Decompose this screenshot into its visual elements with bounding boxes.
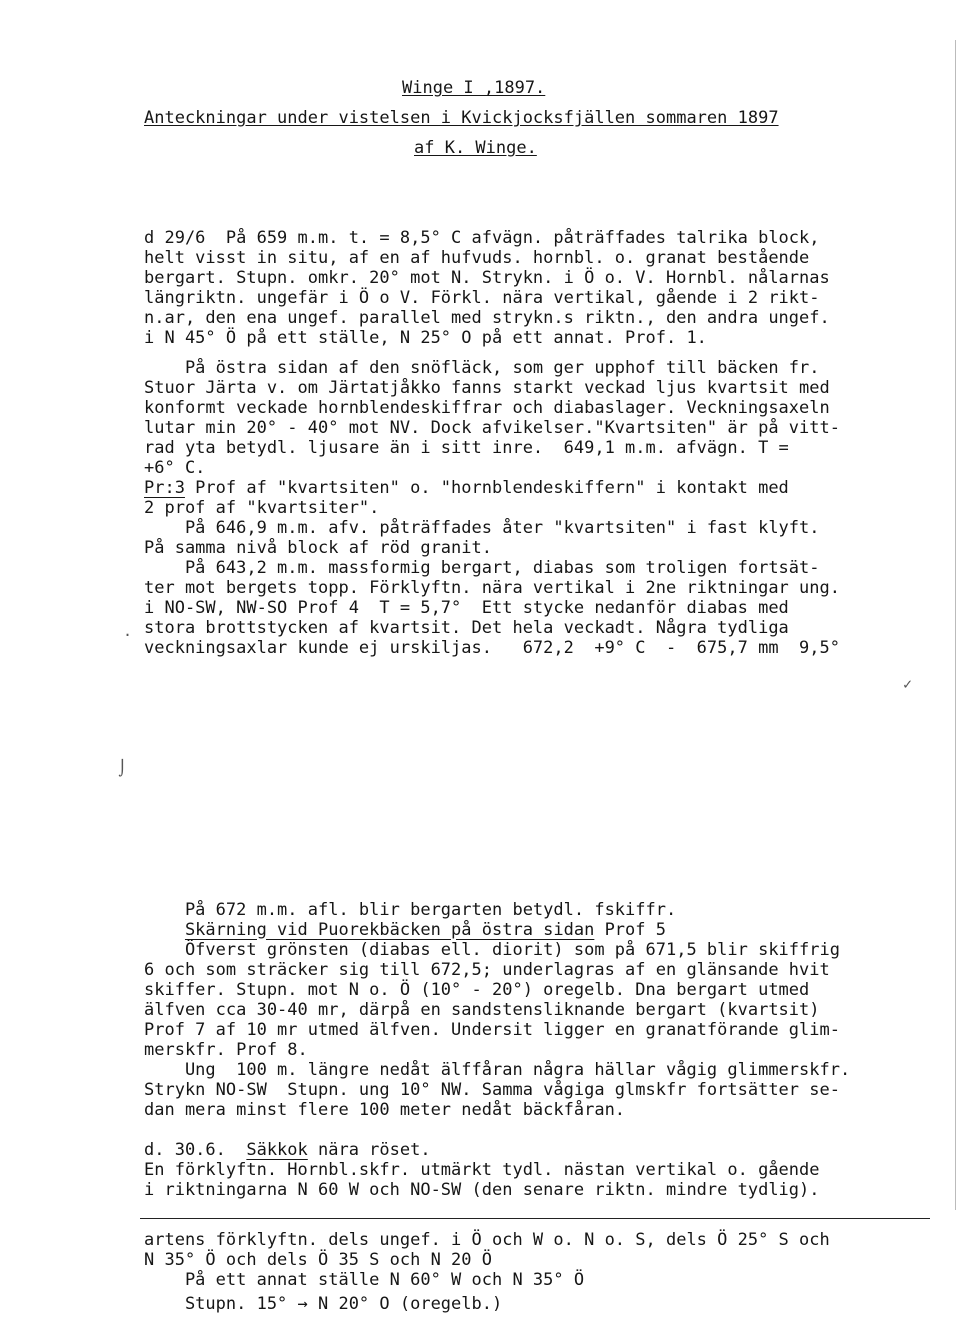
text-line: merskfr. Prof 8. xyxy=(144,1040,308,1060)
text-line: +6° C. xyxy=(144,458,206,478)
footnote-line: artens förklyftn. dels ungef. i Ö och W o. N o. S, dels Ö 25° S och xyxy=(144,1230,830,1250)
text-line: Prof 7 af 10 mr utmed älfven. Undersit ligger en granatförande glim- xyxy=(144,1020,840,1040)
text-line: n.ar, den ena ungef. parallel med strykn.s riktn., den andra ungef. xyxy=(144,308,830,328)
document-subtitle: Anteckningar under vistelsen i Kvickjocksfjällen sommaren 1897 xyxy=(144,108,779,128)
text-line: rad yta betydl. ljusare än i sitt inre. 649,1 m.m. afvägn. T = xyxy=(144,438,789,458)
text-line: lutar min 20° - 40° mot NV. Dock afvikelser."Kvartsiten" är på vitt- xyxy=(144,418,840,438)
text-line: helt visst in situ, af en af hufvuds. hornbl. o. granat bestående xyxy=(144,248,810,268)
footnote-line: Stupn. 15° → N 20° O (oregelb.) xyxy=(144,1294,503,1314)
text-line: i N 45° Ö på ett ställe, N 25° O på ett annat. Prof. 1. xyxy=(144,328,707,348)
text-line: Strykn NO-SW Stupn. ung 10° NW. Samma vågiga glmskfr fortsätter se- xyxy=(144,1080,840,1100)
text-line: i riktningarna N 60 W och NO-SW (den senare riktn. mindre tydlig). xyxy=(144,1180,820,1200)
text-line: längriktn. ungefär i Ö o V. Förkl. nära vertikal, gående i 2 rikt- xyxy=(144,288,820,308)
text-line: 6 och som sträcker sig till 672,5; underlagras af en glänsande hvit xyxy=(144,960,830,980)
text-line: 2 prof af "kvartsiter". xyxy=(144,498,380,518)
text-line: Pr:3 Prof af "kvartsiten" o. "hornblendeskiffern" i kontakt med xyxy=(144,478,789,498)
footnote-divider xyxy=(140,1218,930,1219)
text-line: veckningsaxlar kunde ej urskiljas. 672,2 +9° C - 675,7 mm 9,5° xyxy=(144,638,840,658)
text-line: På 646,9 m.m. afv. påträffades åter "kvartsiten" i fast klyft. xyxy=(144,518,820,538)
text-line: d. 30.6. Säkkok nära röset. xyxy=(144,1140,431,1160)
text-line: Stuor Järta v. om Järtatjåkko fanns starkt veckad ljus kvartsit med xyxy=(144,378,830,398)
text-line: bergart. Stupn. omkr. 20° mot N. Strykn. i Ö o. V. Hornbl. nålarnas xyxy=(144,268,830,288)
text-line: På östra sidan af den snöfläck, som ger upphof till bäcken fr. xyxy=(144,358,820,378)
footnote-line: N 35° Ö och dels Ö 35 S och N 20 Ö xyxy=(144,1250,492,1270)
text-line: På samma nivå block af röd granit. xyxy=(144,538,492,558)
text-line: konformt veckade hornblendeskiffrar och diabaslager. Veckningsaxeln xyxy=(144,398,830,418)
text-line: älfven cca 30-40 mr, därpå en sandstensliknande bergart (kvartsit) xyxy=(144,1000,820,1020)
text-line: skiffer. Stupn. mot N o. Ö (10° - 20°) oregelb. Dna bergart utmed xyxy=(144,980,810,1000)
sakkok-underline xyxy=(144,1142,308,1162)
text-line: i NO-SW, NW-SO Prof 4 T = 5,7° Ett stycke nedanför diabas med xyxy=(144,598,789,618)
text-line: dan mera minst flere 100 meter nedåt bäckfåran. xyxy=(144,1100,626,1120)
pr3-underline xyxy=(144,480,185,500)
document-title: Winge I ,1897. xyxy=(402,78,546,98)
margin-tick: ⌡ xyxy=(118,759,128,777)
text-line: Ung 100 m. längre nedåt älffåran några hällar vågig glimmerskfr. xyxy=(144,1060,851,1080)
text-line: På 643,2 m.m. massformig bergart, diabas som troligen fortsät- xyxy=(144,558,820,578)
document-author: af K. Winge. xyxy=(414,138,537,158)
margin-dot: · xyxy=(123,626,133,644)
text-line: På 672 m.m. afl. blir bergarten betydl. fskiffr. xyxy=(144,900,677,920)
text-line: En förklyftn. Hornbl.skfr. utmärkt tydl. nästan vertikal o. gående xyxy=(144,1160,820,1180)
pencil-check-mark: ✓ xyxy=(903,675,913,693)
footnote-line: På ett annat ställe N 60° W och N 35° Ö xyxy=(144,1270,585,1290)
page-edge xyxy=(955,40,956,1210)
text-line: Skärning vid Puorekbäcken på östra sidan Prof 5 xyxy=(144,920,666,940)
text-line: d 29/6 På 659 m.m. t. = 8,5° C afvägn. påträffades talrika block, xyxy=(144,228,820,248)
text-line: Öfverst grönsten (diabas ell. diorit) som på 671,5 blir skiffrig xyxy=(144,940,840,960)
text-line: ter mot bergets topp. Förklyftn. nära vertikal i 2ne riktningar ung. xyxy=(144,578,840,598)
skarning-underline xyxy=(144,922,594,942)
text-line: stora brottstycken af kvartsit. Det hela veckadt. Några tydliga xyxy=(144,618,789,638)
